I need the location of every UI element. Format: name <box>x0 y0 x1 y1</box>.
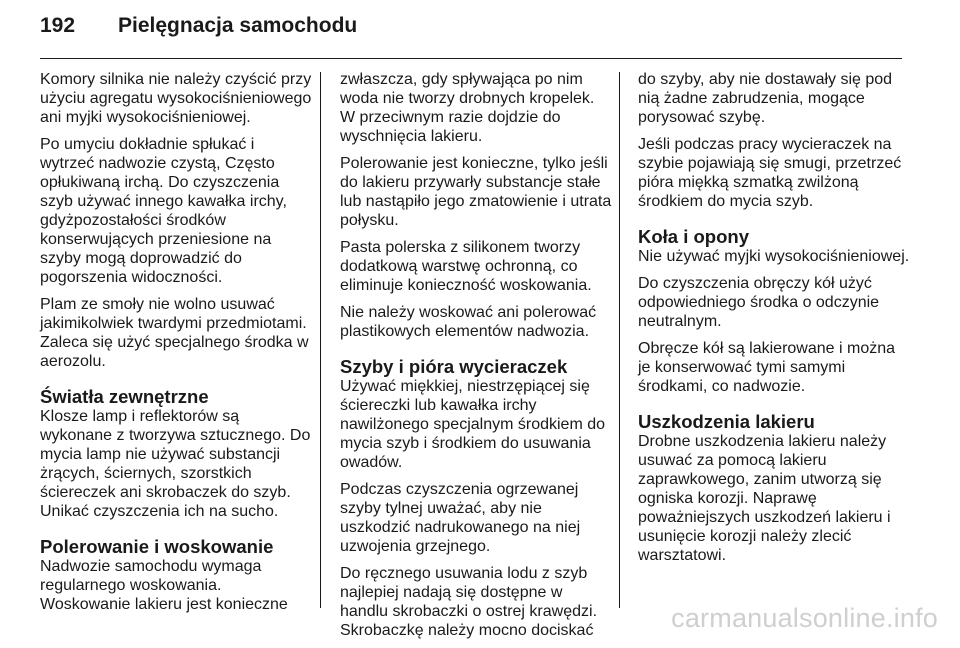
paragraph: zwłaszcza, gdy spływająca po nim woda nie tworzy drobnych kropelek. W przeciwnym razie dojdzie do wyschnięcia lakieru. <box>340 71 595 145</box>
page-number: 192 <box>40 14 76 37</box>
paragraph: Do ręcznego usuwania lodu z szyb najlepiej nadają się dostępne w handlu skrobaczki o ostrej krawędzi. Skrobaczkę należy mocno dociskać <box>340 565 598 639</box>
paragraph: Drobne uszkodzenia lakieru należy usuwać za pomocą lakieru zaprawkowego, zanim utworzą się ogniska korozji. Naprawę poważniejszych uszkodzeń lakieru i usunięcie korozji należy zlecić warsztatowi. <box>638 433 891 564</box>
header-rule <box>40 58 902 59</box>
section-heading-exterior-lights: Światła zewnętrzne <box>40 386 209 407</box>
paragraph: Podczas czyszczenia ogrzewanej szyby tylnej uważać, aby nie uszkodzić nadrukowanego na niej uzwojenia grzejnego. <box>340 481 581 555</box>
chapter-title: Pielęgnacja samochodu <box>118 14 358 37</box>
column-divider <box>320 72 321 608</box>
page-header <box>40 14 357 48</box>
paragraph: Komory silnika nie należy czyścić przy użyciu agregatu wysokociśnieniowego ani myjki wysokociśnieniowej. <box>40 71 312 126</box>
paragraph: Pasta polerska z silikonem tworzy dodatkową warstwę ochronną, co eliminuje konieczność woskowania. <box>340 239 592 294</box>
paragraph: Do czyszczenia obręczy kół użyć odpowiedniego środka o odczynie neutralnym. <box>638 275 880 330</box>
column-2 <box>340 70 612 648</box>
paragraph: Używać miękkiej, niestrzępiącej się ściereczki lub kawałka irchy nawilżonego specjalnym środkiem do mycia szyb i środkiem do usuwania owadów. <box>340 378 606 471</box>
column-3 <box>638 70 910 573</box>
paragraph: Po umyciu dokładnie spłukać i wytrzeć nadwozie czystą, Często opłukiwaną irchą. Do czyszczenia szyb używać innego kawałka irchy, gdyżpozostałości środków konserwujących przeniesione na szyby mogą doprowadzić do pogorszenia widoczności. <box>40 136 287 286</box>
paragraph: Jeśli podczas pracy wycieraczek na szybie pojawiają się smugi, przetrzeć pióra miękką szmatką zwilżoną środkiem do mycia szyb. <box>638 136 902 210</box>
paragraph: Plam ze smoły nie wolno usuwać jakimikolwiek twardymi przedmiotami. Zaleca się użyć specjalnego środka w aerozolu. <box>40 296 309 370</box>
column-1 <box>40 70 312 622</box>
paragraph: Klosze lamp i reflektorów są wykonane z tworzywa sztucznego. Do mycia lamp nie używać substancji żrących, ściernych, szorstkich ściereczek ani skrobaczek do szyb. Unikać czyszczenia ich na sucho. <box>40 408 311 520</box>
section-heading-wipers: Szyby i pióra wycieraczek <box>340 356 568 377</box>
column-divider <box>619 72 620 608</box>
section-heading-wheels-tyres: Koła i opony <box>638 226 749 247</box>
paragraph: do szyby, aby nie dostawały się pod nią żadne zabrudzenia, mogące porysować szybę. <box>638 71 893 126</box>
section-heading-polishing: Polerowanie i woskowanie <box>40 536 274 557</box>
paragraph: Nie należy woskować ani polerować plastikowych elementów nadwozia. <box>340 304 597 340</box>
section-heading-paint-damage: Uszkodzenia lakieru <box>638 411 815 432</box>
watermark: carmanualsonline.info <box>671 603 938 633</box>
paragraph: Nadwozie samochodu wymaga regularnego woskowania. Woskowanie lakieru jest konieczne <box>40 558 288 613</box>
paragraph: Obręcze kół są lakierowane i można je konserwować tymi samymi środkami, co nadwozie. <box>638 340 896 395</box>
paragraph: Polerowanie jest konieczne, tylko jeśli do lakieru przywarły substancje stałe lub nastąpiło jego zmatowienie i utrata połysku. <box>340 155 612 229</box>
paragraph: Nie używać myjki wysokociśnieniowej. <box>638 248 910 265</box>
